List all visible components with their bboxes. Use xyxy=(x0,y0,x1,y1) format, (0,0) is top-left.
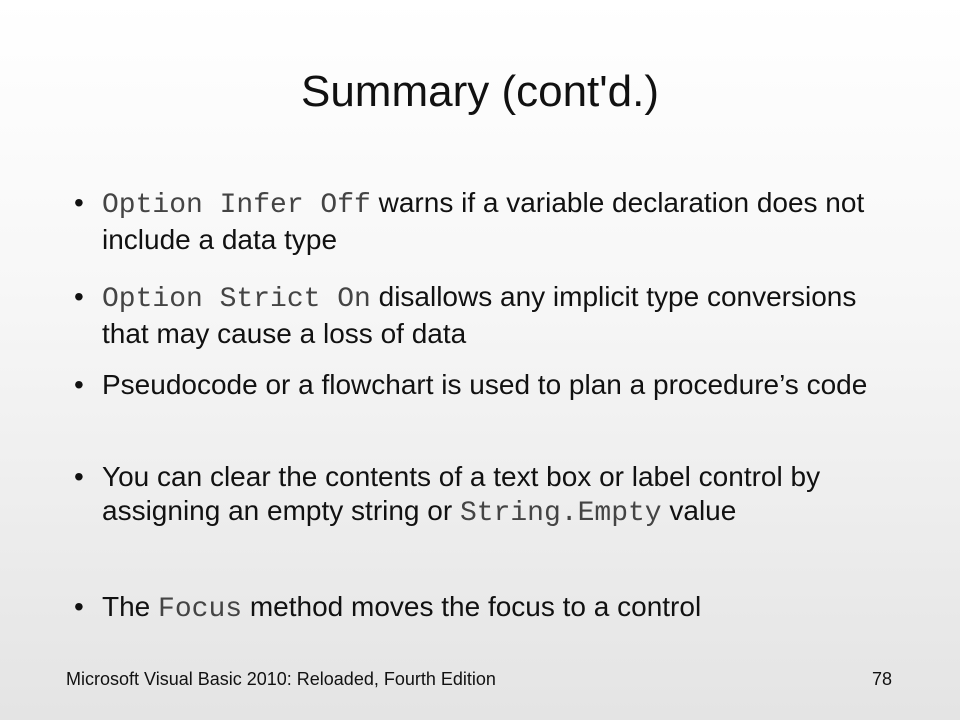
bullet-text xyxy=(74,280,894,351)
bullet-text xyxy=(74,368,894,402)
bullet-body: Pseudocode or a flowchart is used to plan a procedure’s code xyxy=(102,369,868,400)
bullet-body: The xyxy=(102,591,159,622)
bullet-item xyxy=(74,186,894,257)
bullet-icon: • xyxy=(74,369,84,400)
bullet-text xyxy=(74,186,894,257)
bullet-body: You can clear the contents of a text box or label control by assigning an empty string or xyxy=(102,461,821,526)
bullet-icon: • xyxy=(74,281,84,312)
inline-code: Option Strict On xyxy=(102,284,371,315)
inline-code: Option Infer Off xyxy=(102,190,371,221)
bullet-body-end: value xyxy=(661,495,737,526)
bullet-item xyxy=(74,280,894,351)
bullet-icon: • xyxy=(74,187,84,218)
page-number: 78 xyxy=(871,669,892,689)
bullet-icon: • xyxy=(74,591,84,622)
bullet-icon: • xyxy=(74,461,84,492)
inline-code: Focus xyxy=(158,594,243,625)
bullet-item xyxy=(74,590,894,627)
bullet-item xyxy=(74,460,894,531)
slide-title: Summary (cont'd.) xyxy=(300,67,660,116)
footer-text: Microsoft Visual Basic 2010: Reloaded, Fourth Edition xyxy=(66,669,496,689)
bullet-text xyxy=(74,590,894,627)
bullet-body: disallows any implicit type conversions that may cause a loss of data xyxy=(102,281,857,349)
bullet-item xyxy=(74,368,894,402)
inline-code: String.Empty xyxy=(459,498,662,529)
bullet-body: warns if a variable declaration does not include a data type xyxy=(102,187,865,255)
bullet-text xyxy=(74,460,894,531)
bullet-body-end: method moves the focus to a control xyxy=(242,591,702,622)
